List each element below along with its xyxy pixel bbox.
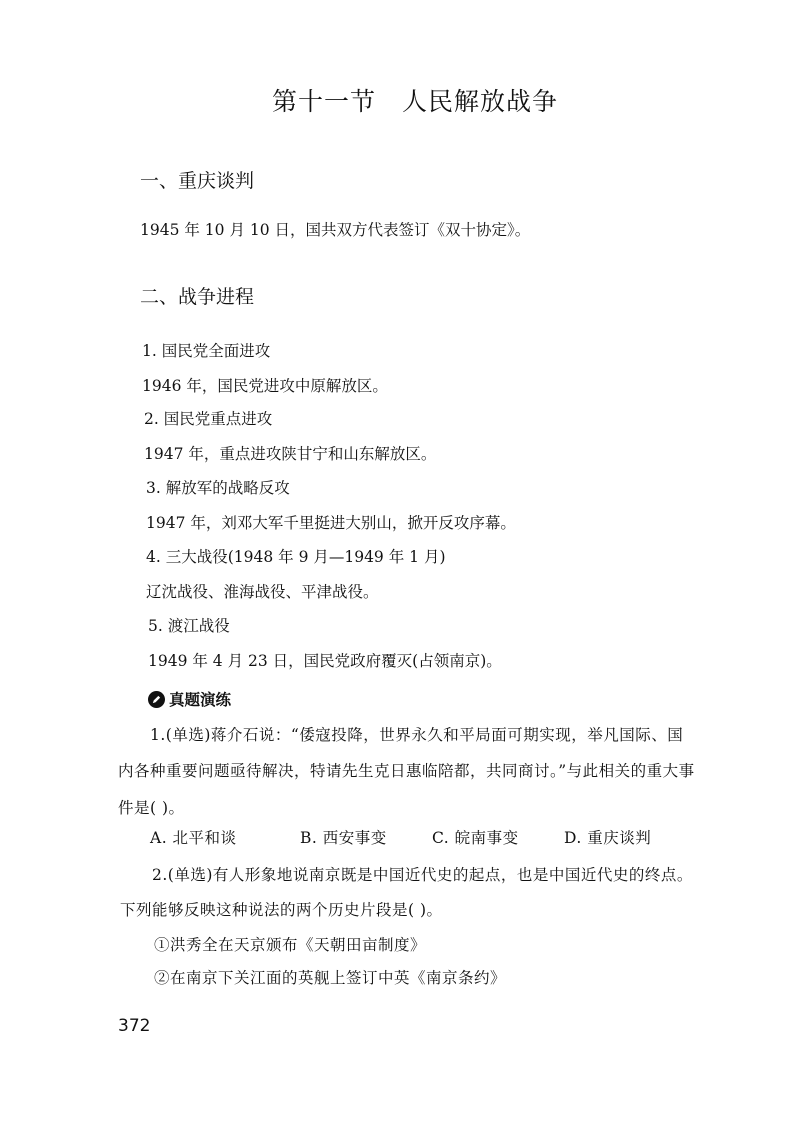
section2-heading: 二、战争进程: [140, 286, 255, 308]
item-detail: 辽沈战役、淮海战役、平津战役。: [146, 583, 379, 601]
q1-line3: 件是( )。: [118, 799, 185, 817]
page-number: 372: [118, 1016, 151, 1036]
item-label: 4. 三大战役(1948 年 9 月—1949 年 1 月): [146, 548, 446, 566]
pen-icon: [148, 691, 165, 708]
item-detail: 1947 年，重点进攻陕甘宁和山东解放区。: [144, 445, 437, 463]
q2-item: ②在南京下关江面的英舰上签订中英《南京条约》: [154, 969, 507, 987]
practice-heading: 真题演练: [169, 691, 232, 709]
q2-line1: 2.(单选)有人形象地说南京既是中国近代史的起点，也是中国近代史的终点。: [152, 866, 693, 884]
q1-line2: 内各种重要问题亟待解决，特请先生克日惠临陪都，共同商讨。”与此相关的重大事: [118, 762, 695, 780]
item-label: 1. 国民党全面进攻: [142, 342, 271, 360]
practice-heading-row: [148, 688, 231, 710]
q1-option-b: B. 西安事变: [300, 829, 387, 847]
title-section-name: 人民解放战争: [402, 87, 559, 116]
item-label: 3. 解放军的战略反攻: [146, 479, 290, 497]
item-detail: 1946 年，国民党进攻中原解放区。: [142, 377, 388, 395]
item-label: 2. 国民党重点进攻: [144, 410, 273, 428]
q1-option-a: A. 北平和谈: [150, 829, 237, 847]
title-section-number: 第十一节: [272, 87, 377, 116]
item-detail: 1949 年 4 月 23 日，国民党政府覆灭(占领南京)。: [148, 652, 502, 670]
page-title: [272, 82, 558, 118]
item-detail: 1947 年，刘邓大军千里挺进大别山，掀开反攻序幕。: [146, 514, 516, 532]
q2-line2: 下列能够反映这种说法的两个历史片段是( )。: [120, 901, 443, 919]
q1-line1: 1.(单选)蒋介石说：“倭寇投降，世界永久和平局面可期实现，举凡国际、国: [150, 726, 684, 744]
q1-option-c: C. 皖南事变: [432, 829, 519, 847]
q1-option-d: D. 重庆谈判: [564, 829, 652, 847]
section1-text: 1945 年 10 月 10 日，国共双方代表签订《双十协定》。: [140, 221, 531, 239]
q2-item: ①洪秀全在天京颁布《天朝田亩制度》: [154, 936, 427, 954]
item-label: 5. 渡江战役: [148, 617, 230, 635]
q1-options: [150, 826, 651, 848]
section1-heading: 一、重庆谈判: [140, 170, 255, 192]
